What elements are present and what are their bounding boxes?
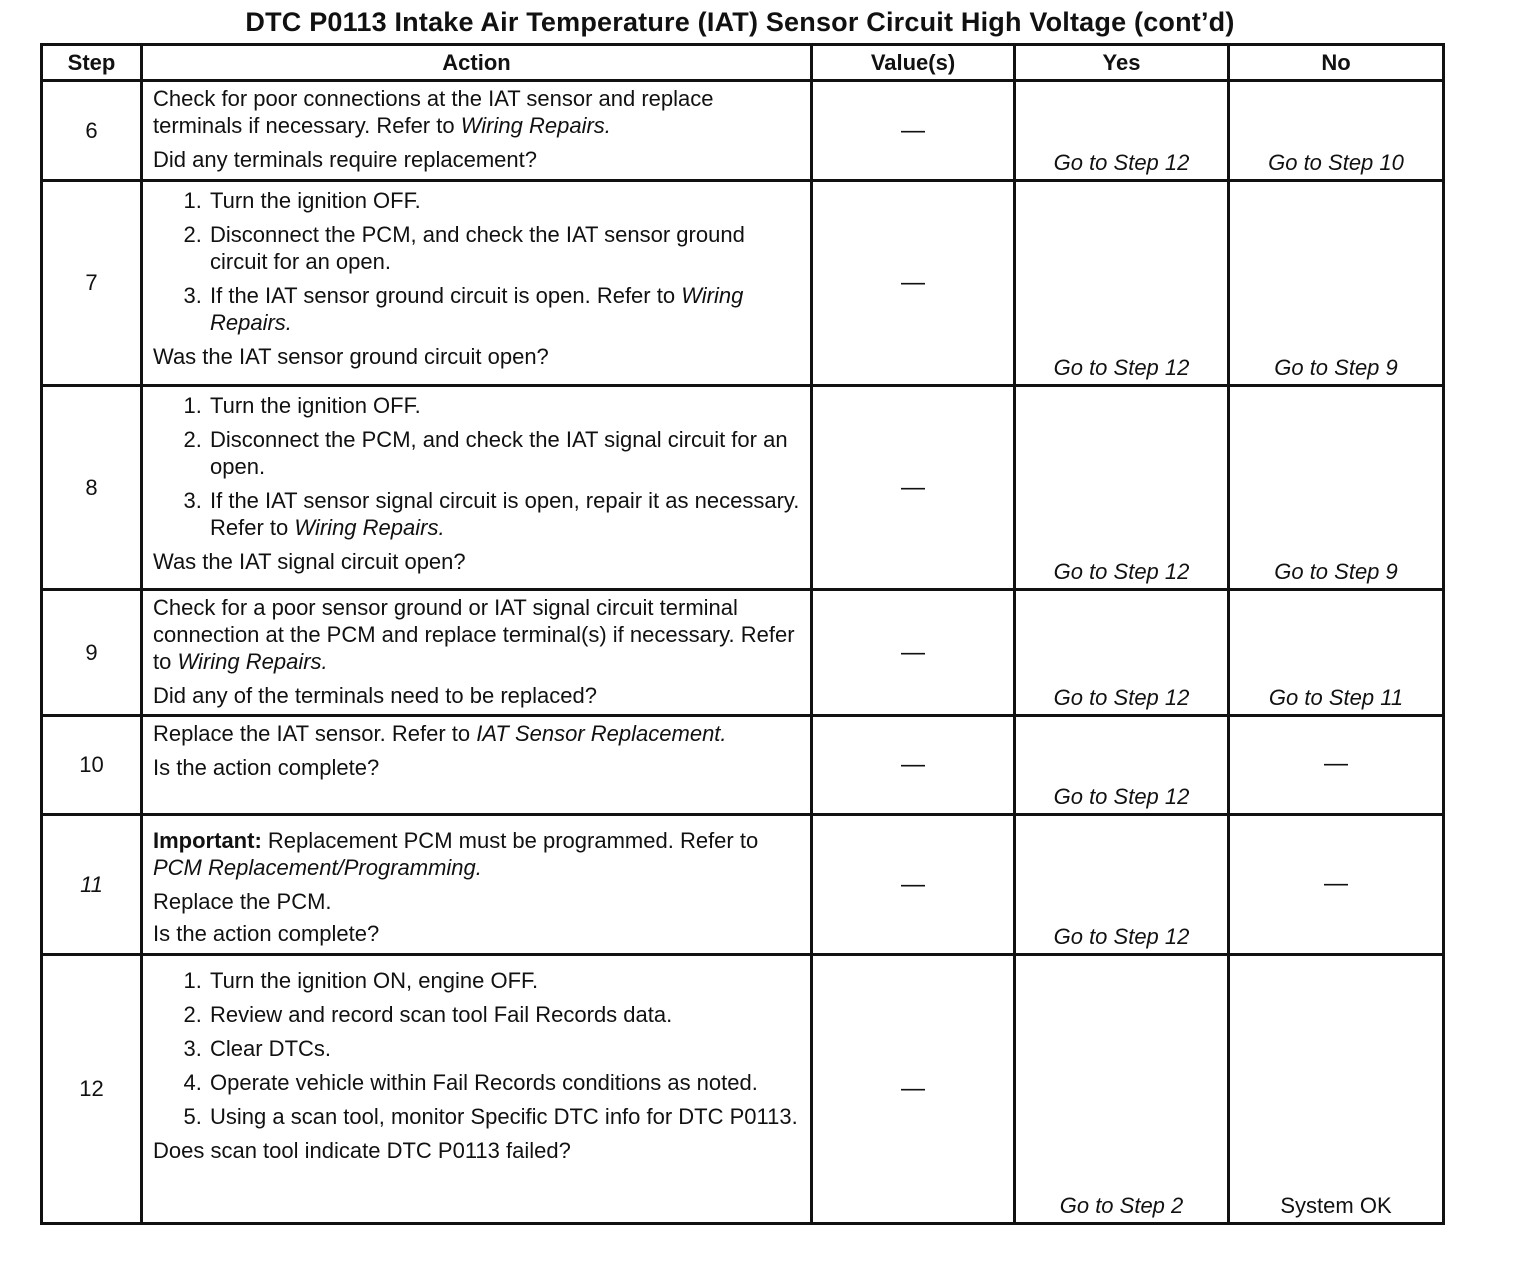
yes-cell: Go to Step 12 (1015, 386, 1229, 590)
yes-cell: Go to Step 12 (1015, 81, 1229, 181)
step-number: 9 (42, 590, 142, 716)
table-row (42, 181, 1444, 386)
action-cell (142, 815, 812, 955)
no-cell: Go to Step 9 (1229, 181, 1444, 386)
action-question: Was the IAT sensor ground circuit open? (153, 344, 549, 369)
list-item: 5. Using a scan tool, monitor Specific DTC info for DTC P0113. (208, 1103, 802, 1130)
diagnostic-table (40, 43, 1445, 1225)
action-question: Is the action complete? (153, 755, 380, 780)
action-cell (142, 181, 812, 386)
action-text: Replace the IAT sensor. Refer to IAT Sensor Replacement. (153, 721, 727, 746)
value-cell: — (812, 81, 1015, 181)
action-question: Is the action complete? (153, 921, 380, 946)
no-cell: Go to Step 11 (1229, 590, 1444, 716)
yes-cell: Go to Step 12 (1015, 590, 1229, 716)
value-cell: — (812, 590, 1015, 716)
important-note: Important: Replacement PCM must be programmed. Refer to PCM Replacement/Programming. (153, 828, 759, 880)
action-text: Check for a poor sensor ground or IAT signal circuit terminal connection at the PCM and replace terminal(s) if necessary. Refer to Wiring Repairs. (153, 595, 795, 674)
list-item: 2. Review and record scan tool Fail Records data. (208, 1001, 802, 1028)
list-item: 3. If the IAT sensor signal circuit is open, repair it as necessary. Refer to Wiring Repairs. (208, 487, 802, 541)
no-cell: Go to Step 10 (1229, 81, 1444, 181)
action-text: Replace the PCM. (153, 889, 332, 914)
wiring-repairs-ref: Wiring Repairs. (460, 113, 611, 138)
yes-cell: Go to Step 12 (1015, 716, 1229, 815)
action-question: Was the IAT signal circuit open? (153, 549, 466, 574)
step-number: 7 (42, 181, 142, 386)
yes-cell: Go to Step 2 (1015, 955, 1229, 1224)
list-item: 3. If the IAT sensor ground circuit is open. Refer to Wiring Repairs. (208, 282, 802, 336)
header-values: Value(s) (812, 45, 1015, 81)
value-cell: — (812, 181, 1015, 386)
step-number: 11 (42, 815, 142, 955)
action-question: Did any terminals require replacement? (153, 147, 537, 172)
step-number: 8 (42, 386, 142, 590)
action-cell (142, 386, 812, 590)
pcm-replacement-ref: PCM Replacement/Programming. (153, 855, 482, 880)
wiring-repairs-ref: Wiring Repairs. (177, 649, 328, 674)
table-row (42, 815, 1444, 955)
list-item: 4. Operate vehicle within Fail Records conditions as noted. (208, 1069, 802, 1096)
list-item: 1. Turn the ignition ON, engine OFF. (208, 967, 802, 994)
list-item: 1. Turn the ignition OFF. (208, 187, 802, 214)
list-item: 3. Clear DTCs. (208, 1035, 802, 1062)
table-row (42, 386, 1444, 590)
table-row (42, 81, 1444, 181)
action-cell (142, 590, 812, 716)
list-item: 2. Disconnect the PCM, and check the IAT signal circuit for an open. (208, 426, 802, 480)
yes-cell: Go to Step 12 (1015, 815, 1229, 955)
step-number: 10 (42, 716, 142, 815)
step-number: 6 (42, 81, 142, 181)
wiring-repairs-ref: Wiring Repairs. (294, 515, 445, 540)
value-cell: — (812, 815, 1015, 955)
no-cell: — (1229, 716, 1444, 815)
yes-cell: Go to Step 12 (1015, 181, 1229, 386)
action-list (153, 392, 802, 541)
action-list (153, 967, 802, 1130)
step-number: 12 (42, 955, 142, 1224)
header-no: No (1229, 45, 1444, 81)
page-title: DTC P0113 Intake Air Temperature (IAT) Sensor Circuit High Voltage (cont’d) (245, 7, 1235, 37)
action-list (153, 187, 802, 336)
no-cell: System OK (1229, 955, 1444, 1224)
table-row (42, 955, 1444, 1224)
value-cell: — (812, 716, 1015, 815)
header-yes: Yes (1015, 45, 1229, 81)
action-cell (142, 955, 812, 1224)
important-label: Important: (153, 828, 262, 853)
list-item: 1. Turn the ignition OFF. (208, 392, 802, 419)
no-cell: — (1229, 815, 1444, 955)
no-cell: Go to Step 9 (1229, 386, 1444, 590)
list-item: 2. Disconnect the PCM, and check the IAT sensor ground circuit for an open. (208, 221, 802, 275)
table-row (42, 590, 1444, 716)
wiring-repairs-ref: Wiring Repairs. (210, 283, 744, 335)
action-question: Did any of the terminals need to be replaced? (153, 683, 597, 708)
action-cell (142, 716, 812, 815)
action-question: Does scan tool indicate DTC P0113 failed? (153, 1138, 571, 1163)
iat-sensor-replacement-ref: IAT Sensor Replacement. (476, 721, 727, 746)
value-cell: — (812, 386, 1015, 590)
action-text: Check for poor connections at the IAT sensor and replace terminals if necessary. Refer to Wiring Repairs. (153, 86, 714, 138)
action-cell (142, 81, 812, 181)
header-row (42, 45, 1444, 81)
table-row (42, 716, 1444, 815)
header-action: Action (142, 45, 812, 81)
header-step: Step (42, 45, 142, 81)
value-cell: — (812, 955, 1015, 1224)
